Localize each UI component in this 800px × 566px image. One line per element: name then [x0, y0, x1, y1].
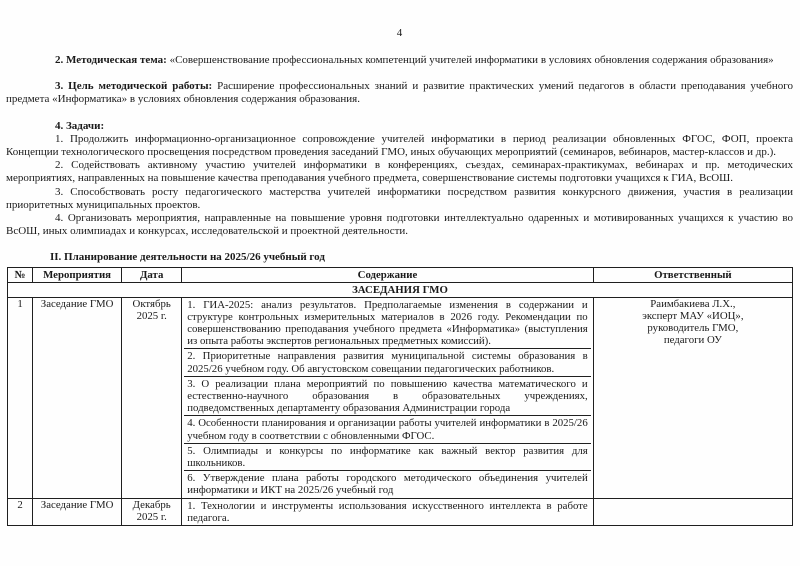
content-item-4: 4. Особенности планирования и организации работы учителей информатики в 2025/26 учебном году в соответствии с обновленными ФГОС. [184, 416, 591, 443]
plan-section-title: II. Планирование деятельности на 2025/26 учебный год [50, 251, 325, 264]
paragraph-method-theme-text: «Совершенствование профессиональных компетенций учителей информатики в условиях обновления содержания образования» [169, 54, 774, 66]
responsible-line-1: Раимбакиева Л.Х., [650, 297, 736, 310]
paragraph-method-goal-lead: 3. Цель методической работы: [55, 80, 213, 93]
responsible-line-3: руководитель ГМО, [647, 322, 739, 335]
table-row [8, 297, 793, 498]
header-cell-responsible: Ответственный [593, 267, 792, 282]
page-number: 4 [396, 27, 403, 39]
content-item-3: 3. О реализации плана мероприятий по повышению качества математического и естественно-научного образования в образовательных учреждениях, подведомственных департаменту образования Администрации города [184, 377, 591, 417]
responsible-line-4: педагоги ОУ [663, 334, 722, 347]
header-cell-content: Содержание [182, 267, 594, 282]
content-item-6: 6. Утверждение плана работы городского методического объединения учителей информатики и ИКТ на 2025/26 учебный год [187, 472, 588, 497]
task-item-4: 4. Организовать мероприятия, направленные на повышение уровня подготовки интеллектуально одаренных и мотивированных учащихся к участию во ВсОШ, иных олимпиадах и конкурсах, исследовательской и проектной деятельности. [6, 212, 793, 238]
row-event-cell: Заседание ГМО [33, 297, 122, 498]
row-event-cell: Заседание ГМО [33, 498, 122, 525]
section-row-label: ЗАСЕДАНИЯ ГМО [8, 282, 793, 297]
task-item-1: 1. Продолжить информационно-организационное сопровождение учителей информатики в период реализации обновленных ФГОС, ФОП, проекта Концепции технологического просвещения посредством проведения заседаний ГМО, иных обучающих мероприятий (семинаров, вебинаров, мастер-классов и др.). [6, 132, 793, 159]
content-item-2: 2. Приоритетные направления развития муниципальной системы образования в 2025/26 учебном году. Об августовском совещании педагогических работников. [184, 349, 591, 376]
header-cell-date: Дата [122, 267, 182, 282]
content-item-1: 1. Технологии и инструменты использования искусственного интеллекта в работе педагога. [187, 499, 588, 524]
paragraph-method-goal-text: Расширение профессиональных знаний и развитие практических умений педагогов в области преподавания учебного предмета «Информатика» в условиях обновления содержания образования. [6, 80, 794, 106]
row-number-cell: 2 [8, 498, 33, 525]
row-content-cell [182, 498, 594, 525]
task-item-3: 3. Способствовать росту педагогического мастерства учителей информатики посредством развития конкурсного движения, участия в реализации приоритетных муниципальных проектов. [6, 185, 793, 211]
table-header-row [8, 267, 793, 282]
responsible-line-2: эксперт МАУ «ИОЦ», [642, 309, 744, 322]
task-item-2: 2. Содействовать активному участию учителей информатики в конференциях, съездах, семинарах-практикумах, вебинарах и пр. методических мероприятиях, направленных на повышение качества преподавания учебного предмета, совершенствование системы подготовки учащихся к ГИА, ВсОШ. [6, 159, 793, 185]
content-item-1: 1. ГИА-2025: анализ результатов. Предполагаемые изменения в содержании и структуре контрольных измерительных материалов в 2026 году. Рекомендации по совершенствованию преподавания учебного предмета «Информатика» (выступления из опыта работы экспертов региональных предметных комиссий). [184, 298, 591, 350]
content-item-5: 5. Олимпиады и конкурсы по информатике как важный вектор развития для школьников. [184, 444, 591, 471]
header-cell-event: Мероприятия [33, 267, 122, 282]
header-cell-number: № [8, 267, 33, 282]
row-date-cell: Декабрь 2025 г. [122, 498, 182, 525]
paragraph-method-theme-lead: 2. Методическая тема: [55, 54, 167, 66]
tasks-heading-text: 4. Задачи: [55, 119, 105, 132]
row-responsible-cell [593, 498, 792, 525]
paragraph-method-goal [6, 80, 793, 106]
row-responsible-cell [593, 297, 792, 498]
row-content-cell [182, 297, 594, 498]
table-section-row [8, 282, 793, 297]
table-row [8, 498, 793, 525]
tasks-heading [6, 120, 793, 133]
plan-table [7, 267, 793, 526]
row-number-cell: 1 [8, 297, 33, 498]
paragraph-method-theme [6, 54, 793, 67]
row-date-cell: Октябрь 2025 г. [122, 297, 182, 498]
